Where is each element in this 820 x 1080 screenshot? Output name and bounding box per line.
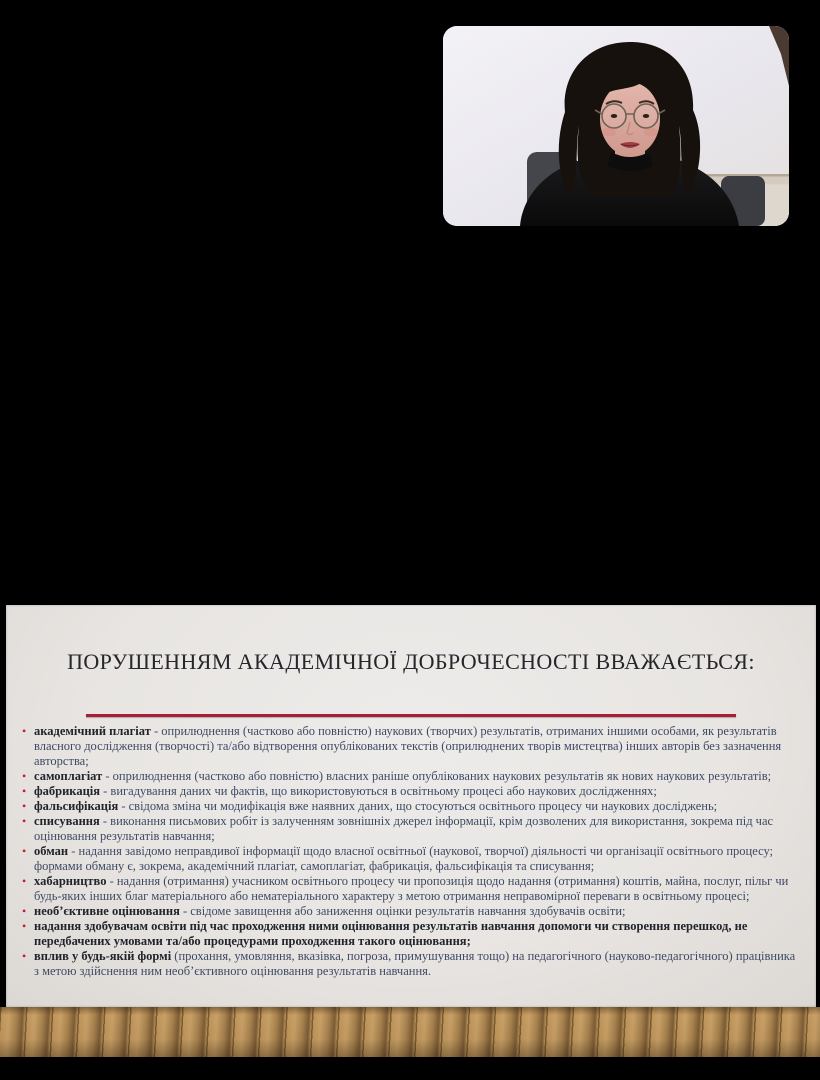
presenter-video — [443, 26, 789, 226]
presenter-eye-right — [643, 114, 649, 118]
list-item — [22, 784, 802, 799]
bullet-marker: • — [22, 874, 27, 888]
list-item — [22, 814, 802, 844]
presenter-blush-left — [602, 128, 616, 137]
violation-text: - свідома зміна чи модифікація вже наявних даних, що стосуються освітнього процесу чи наукових досліджень; — [118, 799, 718, 813]
presenter-blush-right — [644, 128, 658, 137]
bullet-marker: • — [22, 799, 27, 813]
violation-term: самоплагіат — [34, 769, 103, 783]
violation-term: фабрикація — [34, 784, 101, 798]
violation-term: фальсифікація — [34, 799, 119, 813]
violation-term: надання здобувачам освіти під час проходження ними оцінювання результатів навчання допомоги чи створення перешкод, не передбачених умовами та/або процедурами проходження такого оцінювання; — [34, 919, 748, 948]
bullet-marker: • — [22, 814, 27, 828]
violation-text: - виконання письмових робіт із залученням зовнішніх джерел інформації, крім дозволених для використання, зокрема під час оцінювання результатів навчання; — [34, 814, 774, 843]
wood-floor — [0, 1007, 820, 1057]
list-item — [22, 874, 802, 904]
violation-term: списування — [34, 814, 100, 828]
list-item — [22, 769, 802, 784]
violation-text: - оприлюднення (частково або повністю) власних раніше опублікованих наукових результатів як нових наукових результатів; — [102, 769, 772, 783]
list-item — [22, 844, 802, 874]
bullet-marker: • — [22, 784, 27, 798]
violation-term: хабарництво — [34, 874, 107, 888]
webcam-tile[interactable] — [443, 26, 789, 226]
violation-text: - оприлюднення (частково або повністю) наукових (творчих) результатів, отриманих іншими особами, як результатів власного дослідження (творчості) та/або відтворення опублікованих текстів (оприлюднених творів мистецтва) інших авторів без зазначення авторства; — [34, 724, 782, 768]
violations-list — [6, 724, 816, 979]
violation-text: - вигадування даних чи фактів, що використовуються в освітньому процесі або наукових дослідженнях; — [100, 784, 657, 798]
list-item — [22, 724, 802, 769]
list-item — [22, 799, 802, 814]
violation-text: - надання завідомо неправдивої інформації щодо власної освітньої (наукової, творчої) діяльності чи організації освітнього процесу; формами обману є, зокрема, академічний плагіат, самоплагіат, фабрикація, фальсифікація та списування; — [34, 844, 774, 873]
title-divider — [86, 714, 736, 717]
list-item — [22, 949, 802, 979]
violation-text: (прохання, умовляння, вказівка, погроза, примушування тощо) на педагогічного (науково-педагогічного) працівника з метою здійснення ним необ’єктивного оцінювання результатів навчання. — [34, 949, 796, 978]
violation-text: - надання (отримання) учасником освітнього процесу чи пропозиція щодо надання (отримання) коштів, майна, послуг, пільг чи будь-яких інших благ матеріального або нематеріального характеру з метою отримання неправомірної переваги в освітньому процесі; — [34, 874, 789, 903]
bullet-marker: • — [22, 844, 27, 858]
bullet-marker: • — [22, 769, 27, 783]
presentation-slide — [6, 605, 816, 1007]
list-item — [22, 904, 802, 919]
bullet-marker: • — [22, 724, 27, 738]
bullet-marker: • — [22, 949, 27, 963]
violation-text: - свідоме завищення або заниження оцінки результатів навчання здобувачів освіти; — [179, 904, 626, 918]
list-item — [22, 919, 802, 949]
bullet-marker: • — [22, 904, 27, 918]
slide-title: ПОРУШЕННЯМ АКАДЕМІЧНОЇ ДОБРОЧЕСНОСТІ ВВАЖАЄТЬСЯ: — [67, 649, 755, 674]
presenter-eye-left — [611, 114, 617, 118]
violation-term: академічний плагіат — [34, 724, 151, 738]
bullet-marker: • — [22, 919, 27, 933]
violation-term: необ’єктивне оцінювання — [34, 904, 180, 918]
violation-term: обман — [34, 844, 69, 858]
violation-term: вплив у будь-якій формі — [34, 949, 172, 963]
